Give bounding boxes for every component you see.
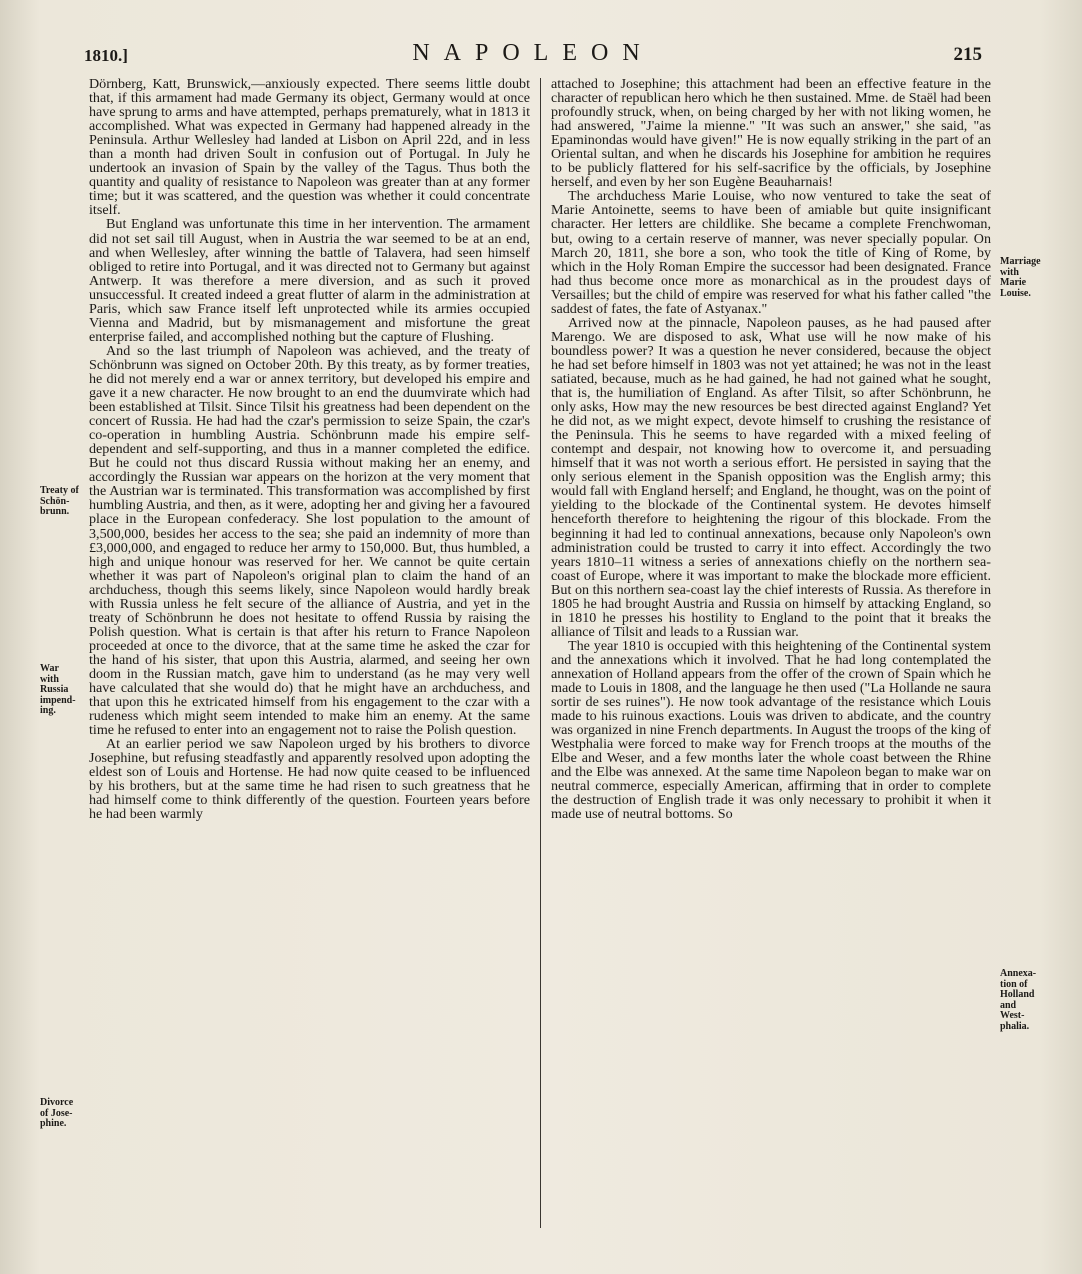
- paragraph: But England was unfortunate this time in her intervention. The armament did not set sail till August, when in Austria the war seemed to be at an end, and when Wellesley, after winning the battle of Talavera, had seen himself obliged to retire into Portugal, and it was directed not to Germany but against Antwerp. It was therefore a mere diversion, and as such it proved unsuccessful. It created indeed a great flutter of alarm in the administration at Paris, which saw France itself left unprotected while its armies occupied Vienna and Madrid, but by mismanagement and misfortune the great enterprise failed, and accomplished nothing but the capture of Flushing.: [89, 216, 530, 345]
- sidenote-marriage-marie-louise: Marriage with Marie Louise.: [1000, 256, 1041, 299]
- sidenote-divorce-of-josephine: Divorce of Jose- phine.: [40, 1097, 74, 1129]
- paragraph: Arrived now at the pinnacle, Napoleon pauses, as he had paused after Marengo. We are disposed to ask, What use will he now make of his boundless power? It was a question he never considered, because the object he had set before himself in 1803 was not yet attained; he was not in the least satiated, because, much as he had gained, he had not gained what he sought, that is, the humiliation of England. As after Tilsit, so after Schönbrunn, he only asks, How may the new resources be best directed against England? Yet he did not, as we might expect, devote himself to crushing the resistance of the Peninsula. This he seems to have regarded with a mixed feeling of contempt and despair, not knowing how to overcome it, and persuading himself that it was not worth a serious effort. He persisted in saying that the only serious element in the Spanish opposition was the English army; this would fall with England herself; and England, he thought, was on the point of yielding to the blockade of the Continental system. He devotes himself henceforth therefore to heightening the rigour of this blockade. From the beginning it had led to continual annexations, because only Napoleon's own administration could be trusted to carry it into effect. Accordingly the two years 1810–11 witness a series of annexations chiefly on the northern sea-coast of Europe, where it was important to make the blockade more efficient. But on this northern sea-coast lay the chief interests of Russia. As therefore in 1805 he had brought Austria and Russia on himself by attacking England, so in 1810 he presses his hostility to England to the point that it breaks the alliance of Tilsit and leads to a Russian war.: [551, 314, 991, 640]
- paragraph: At an earlier period we saw Napoleon urged by his brothers to divorce Josephine, but refusing steadfastly and apparently resolved upon adopting the eldest son of Louis and Hortense. He had now quite ceased to be influenced by his brothers, but at the same time he had risen to such greatness that he had himself come to think differently of the question. Fourteen years before he had been warmly: [89, 736, 530, 823]
- paragraph: And so the last triumph of Napoleon was achieved, and the treaty of Schönbrunn was signed on October 20th. By this treaty, as by former treaties, he did not merely end a war or annex territory, but developed his empire and gave it a new character. He now brought to an end the duumvirate which had been established at Tilsit. Since Tilsit his greatness had been dependent on the concert of Russia. He had had the czar's permission to seize Spain, the czar's co-operation in humbling Austria. Schönbrunn made his empire self-dependent and self-supporting, and thus in a manner completed the edifice. But he could not thus discard Russia without making her an enemy, and accordingly the Russian war appears on the horizon at the very moment that the Austrian war is terminated. This transformation was accomplished by first humbling Austria, and then, as it were, adopting her and giving her a favoured place in the European confederacy. She lost population to the amount of 3,500,000, besides her access to the sea; she paid an indemnity of more than £3,000,000, and engaged to reduce her army to 150,000. But, thus humbled, a high and unique honour was reserved for her. We cannot be quite certain whether it was part of Napoleon's original plan to claim the hand of an archduchess, though this seems likely, since Napoleon would hardly break with Russia unless he felt secure of the alliance of Austria, and yet in the treaty of Schönbrunn he does not hesitate to offend Russia by raising the Polish question. What is certain is that after his return to France Napoleon proceeded at once to the divorce, that at the same time he asked the czar for the hand of his sister, that upon this Austria, alarmed, and seeing her own doom in the Russian match, gave him to understand (as he may very well have calculated that she would do) that he might have an archduchess, and that upon this he extricated himself from his engagement to the czar with a rudeness which might seem intended to make him an enemy. At the same time he refused to enter into an engagement not to raise the Polish question.: [89, 342, 530, 739]
- left-column: [89, 77, 530, 1227]
- header-year: 1810.]: [84, 46, 128, 65]
- paragraph: Dörnberg, Katt, Brunswick,—anxiously expected. There seems little doubt that, if this armament had made Germany its object, Germany would at once have sprung to arms and have attempted, perhaps prematurely, what in 1813 it accomplished. What was expected in Germany had happened already in the Peninsula. Arthur Wellesley had landed at Lisbon on April 22d, and in less than a month had driven Soult in confusion out of Portugal. In July he undertook an invasion of Spain by the valley of the Tagus. Thus both the quantity and quality of resistance to Napoleon was greater than at any former time; but it was scattered, and the question was whether it could concentrate itself.: [89, 76, 530, 219]
- running-header: [84, 40, 982, 70]
- right-column: [551, 77, 991, 1227]
- column-divider: [540, 78, 541, 1228]
- sidenote-war-with-russia: War with Russia impend- ing.: [40, 663, 76, 716]
- header-title: NAPOLEON: [412, 40, 654, 66]
- sidenote-annexation-holland-westphalia: Annexa- tion of Holland and West- phalia.: [1000, 968, 1037, 1032]
- paragraph: attached to Josephine; this attachment had been an effective feature in the character of republican hero which he then sustained. Mme. de Staël had been profoundly struck, when, on being charged by her with not liking women, he had answered, "J'aime la mienne." "It was such an answer," she said, "as Epaminondas would have given!" He is now equally striking in the part of an Oriental sultan, and when he discards his Josephine for ambition he requires to be publicly flattered for his self-sacrifice by the officials, by Josephine herself, and even by her son Eugène Beauharnais!: [551, 76, 991, 191]
- page-number: 215: [953, 44, 982, 65]
- paragraph: The archduchess Marie Louise, who now ventured to take the seat of Marie Antoinette, seems to have been of amiable but quite insignificant character. Her letters are childlike. She became a complete Frenchwoman, but, owing to a certain reserve of manner, was never specially popular. On March 20, 1811, she bore a son, who took the title of King of Rome, by which in the Holy Roman Empire the successor had been designated. France had thus become once more as monarchical as in the proudest days of Versailles; but the child of empire was reserved for what his father called "the saddest of fates, the fate of Astyanax.": [551, 188, 991, 317]
- sidenote-treaty-of-schonbrunn: Treaty of Schön- brunn.: [40, 485, 79, 517]
- paragraph: The year 1810 is occupied with this heightening of the Continental system and the annexations which it involved. That he had long contemplated the annexation of Holland appears from the offer of the crown of Spain which he made to Louis in 1808, and the language he then used ("La Hollande ne saura sortir de ses ruines"). He now took advantage of the resistance which Louis made to his ruinous exactions. Louis was driven to abdicate, and the country was organized in nine French departments. In August the troops of the king of Westphalia were forced to make way for French troops at the mouths of the Elbe and Weser, and a few months later the whole coast between the Rhine and the Elbe was annexed. At the same time Napoleon began to make war on neutral commerce, especially American, affirming that in order to complete the destruction of English trade it was only necessary to prohibit it when it made use of neutral bottoms. So: [551, 637, 991, 823]
